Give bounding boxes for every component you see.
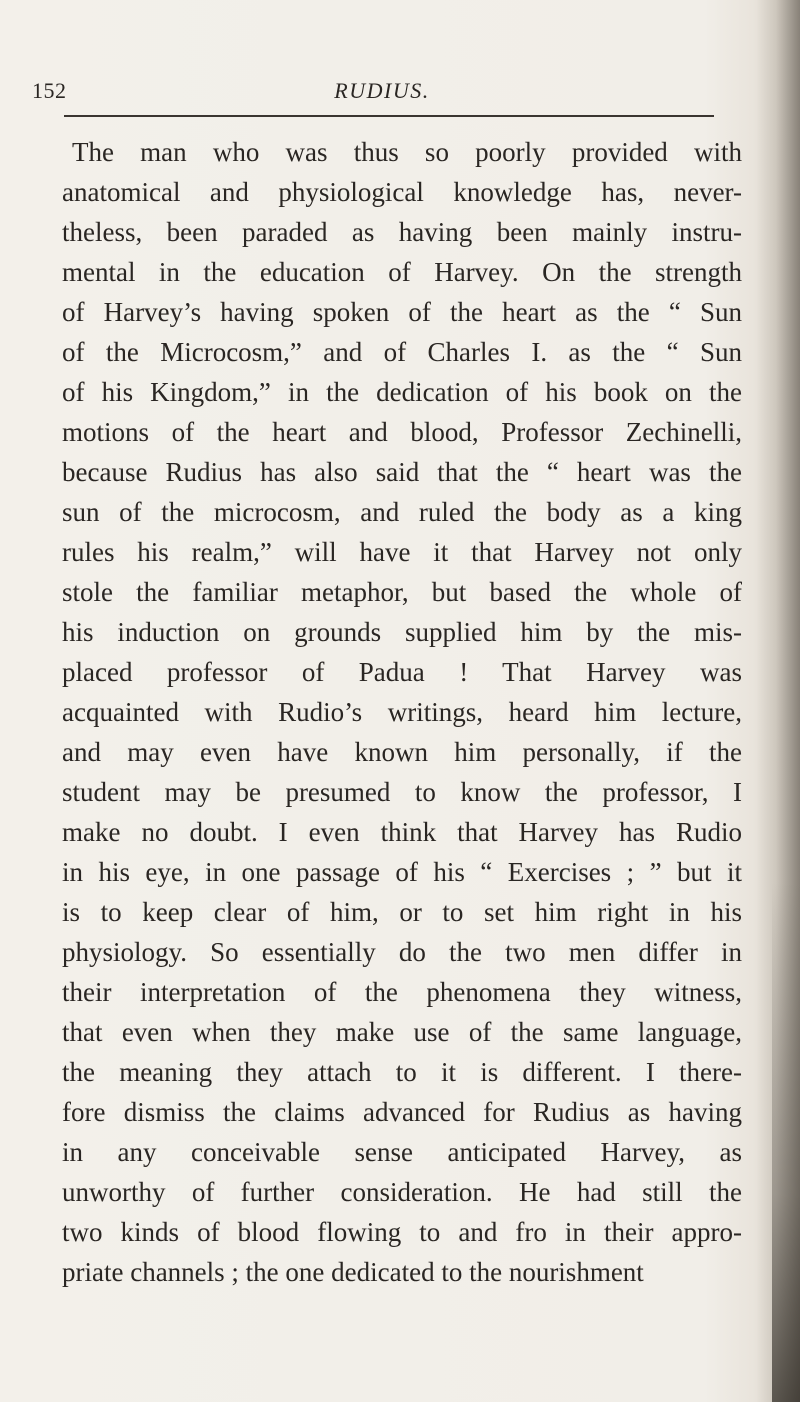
text-line: fore dismiss the claims advanced for Rudius as having <box>62 1097 742 1127</box>
page-edge-dark <box>772 882 800 1402</box>
header-rule <box>64 115 714 117</box>
text-line: priate channels ; the one dedicated to the nourishment <box>62 1257 644 1287</box>
text-line: and may even have known him personally, if the <box>62 737 742 767</box>
text-line: unworthy of further consideration. He had still the <box>62 1177 742 1207</box>
text-line: stole the familiar metaphor, but based the whole of <box>62 577 742 607</box>
text-line: acquainted with Rudio’s writings, heard him lecture, <box>62 697 742 727</box>
text-line: The man who was thus so poorly provided with <box>72 137 742 167</box>
text-line: make no doubt. I even think that Harvey has Rudio <box>62 817 742 847</box>
text-line: sun of the microcosm, and ruled the body as a king <box>62 497 742 527</box>
text-line: student may be presumed to know the professor, I <box>62 777 742 807</box>
running-head <box>32 72 732 108</box>
text-line: rules his realm,” will have it that Harvey not only <box>62 537 742 567</box>
text-line: in any conceivable sense anticipated Harvey, as <box>62 1137 742 1167</box>
page-number: 152 <box>32 78 67 103</box>
text-line: their interpretation of the phenomena they witness, <box>62 977 742 1007</box>
text-line: is to keep clear of him, or to set him right in his <box>62 897 742 927</box>
text-line: placed professor of Padua ! That Harvey was <box>62 657 742 687</box>
text-line: motions of the heart and blood, Professor Zechinelli, <box>62 417 742 447</box>
text-line: of the Microcosm,” and of Charles I. as the “ Sun <box>62 337 742 367</box>
text-line: in his eye, in one passage of his “ Exercises ; ” but it <box>62 857 742 887</box>
text-line: the meaning they attach to it is different. I there- <box>62 1057 742 1087</box>
text-line: mental in the education of Harvey. On the strength <box>62 257 742 287</box>
running-title: RUDIUS. <box>334 78 430 103</box>
text-line: because Rudius has also said that the “ heart was the <box>62 457 742 487</box>
text-line: of Harvey’s having spoken of the heart as the “ Sun <box>62 297 742 327</box>
body-text <box>62 132 742 1292</box>
text-line: his induction on grounds supplied him by the mis- <box>62 617 742 647</box>
text-line: anatomical and physiological knowledge has, never- <box>62 177 742 207</box>
text-line: two kinds of blood flowing to and fro in their appro- <box>62 1217 742 1247</box>
text-line: that even when they make use of the same language, <box>62 1017 742 1047</box>
text-line: theless, been paraded as having been mainly instru- <box>62 217 742 247</box>
text-line: of his Kingdom,” in the dedication of his book on the <box>62 377 742 407</box>
text-line: physiology. So essentially do the two men differ in <box>62 937 742 967</box>
